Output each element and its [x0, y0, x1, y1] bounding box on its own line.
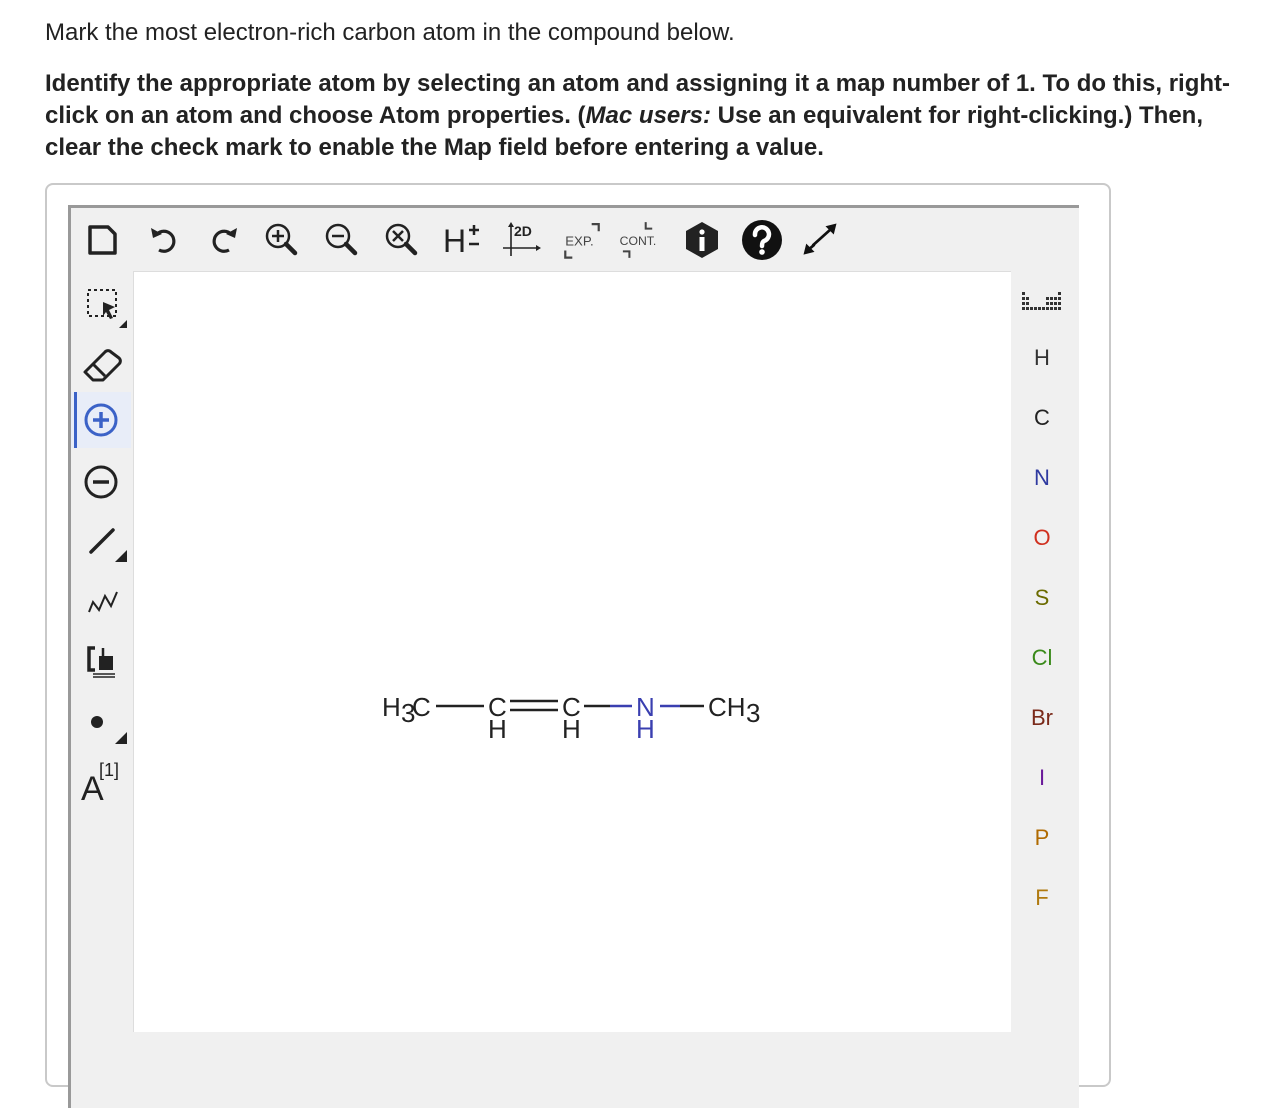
periodic-table-icon	[1020, 290, 1064, 314]
hydrogens-label: H	[443, 223, 467, 259]
atom-c2-h: H	[562, 714, 581, 744]
atom-map-icon	[73, 754, 129, 810]
hydrogen-toggle-icon	[441, 220, 483, 260]
help-button[interactable]	[740, 212, 784, 268]
hydrogens-button[interactable]	[440, 212, 484, 268]
element-p-button[interactable]: P	[1034, 825, 1050, 850]
atom-ch3-right-sub: 3	[746, 698, 761, 728]
atom-c1[interactable]	[488, 692, 507, 744]
atom-c1-symbol: C	[488, 692, 507, 722]
atom-ch3-right[interactable]	[708, 692, 760, 728]
atom-ch3-left-c: C	[412, 692, 431, 722]
top-toolbar	[80, 212, 860, 268]
help-icon	[740, 218, 784, 262]
contract-button[interactable]	[618, 212, 662, 268]
bond-icon	[75, 516, 127, 568]
clean-2d-label: 2D	[514, 223, 532, 239]
zoom-out-button[interactable]	[320, 212, 364, 268]
erase-tool[interactable]	[71, 334, 131, 390]
atom-n[interactable]	[636, 692, 655, 744]
clean-2d-button[interactable]	[500, 212, 544, 268]
atom-map-sup: [1]	[99, 760, 120, 780]
sgroup-tool[interactable]	[71, 632, 131, 688]
info-button[interactable]	[680, 212, 724, 268]
zoom-reset-button[interactable]	[380, 212, 424, 268]
atom-ch3-left[interactable]	[382, 692, 431, 728]
new-document-button[interactable]	[80, 212, 124, 268]
contract-icon	[618, 216, 662, 264]
undo-button[interactable]	[142, 212, 186, 268]
element-h-button[interactable]: H	[1034, 345, 1050, 370]
info-icon	[682, 220, 722, 260]
atom-n-h: H	[636, 714, 655, 744]
fullscreen-icon	[798, 218, 842, 262]
contract-label: CONT.	[619, 233, 657, 248]
atom-ch3-left-h: H	[382, 692, 401, 722]
zoom-out-icon	[322, 220, 362, 260]
atom-c2-symbol: C	[562, 692, 581, 722]
document-icon	[84, 222, 120, 258]
bond-tool[interactable]	[71, 514, 131, 570]
atom-map-tool[interactable]	[71, 754, 131, 810]
element-br-button[interactable]: Br	[1031, 705, 1053, 730]
expand-icon	[560, 216, 604, 264]
clean-2d-icon	[500, 218, 544, 262]
element-s-button[interactable]: S	[1034, 585, 1050, 610]
drawing-canvas[interactable]	[133, 271, 1011, 1032]
redo-icon	[206, 222, 242, 258]
bond-c-c-double[interactable]	[510, 701, 558, 710]
select-tool[interactable]	[71, 278, 131, 334]
negative-charge-tool[interactable]	[71, 454, 131, 510]
element-cl-button[interactable]: Cl	[1031, 645, 1053, 670]
chain-tool[interactable]	[71, 572, 131, 628]
minus-charge-icon	[81, 462, 121, 502]
question-instructions	[45, 68, 1260, 164]
zoom-reset-icon	[382, 220, 422, 260]
undo-icon	[146, 222, 182, 258]
redo-button[interactable]	[202, 212, 246, 268]
expand-button[interactable]	[560, 212, 604, 268]
selection-icon	[75, 280, 127, 332]
instr-part1: Identify the appropriate atom by selecting an atom and assigning it a map number of 1. To do this, right-click on an atom and choose Atom properties. (	[45, 70, 1231, 129]
element-f-button[interactable]: F	[1035, 885, 1049, 910]
element-toolbar	[1012, 270, 1074, 1030]
element-c-button[interactable]: C	[1034, 405, 1050, 430]
element-i-button[interactable]: I	[1038, 765, 1046, 790]
zoom-in-icon	[262, 220, 302, 260]
plus-charge-icon	[81, 400, 121, 440]
instr-part2: Use an equivalent for right-clicking.) Then, clear the check mark to enable the Map field before entering a value.	[45, 102, 1204, 161]
electron-tool[interactable]	[71, 692, 131, 748]
atom-ch3-left-sub: 3	[401, 698, 416, 728]
eraser-icon	[75, 336, 127, 388]
left-toolbar	[71, 270, 133, 1030]
positive-charge-tool[interactable]	[71, 392, 131, 448]
instr-mac: Mac users:	[585, 102, 711, 129]
expand-label: EXP.	[565, 233, 594, 249]
atom-n-symbol: N	[636, 692, 655, 722]
fullscreen-button[interactable]	[798, 212, 842, 268]
atom-map-label: A	[81, 770, 104, 808]
atom-c1-h: H	[488, 714, 507, 744]
bracket-icon	[75, 634, 127, 686]
question-prompt: Mark the most electron-rich carbon atom in the compound below.	[45, 19, 735, 46]
electron-dot-icon	[75, 694, 127, 746]
chain-icon	[75, 574, 127, 626]
atom-c2[interactable]	[562, 692, 581, 744]
periodic-table-button[interactable]	[1012, 282, 1072, 322]
element-n-button[interactable]: N	[1034, 465, 1050, 490]
atom-ch3-right-ch: CH	[708, 692, 746, 722]
zoom-in-button[interactable]	[260, 212, 304, 268]
molecule-structure[interactable]	[370, 680, 790, 750]
element-o-button[interactable]: O	[1033, 525, 1051, 550]
